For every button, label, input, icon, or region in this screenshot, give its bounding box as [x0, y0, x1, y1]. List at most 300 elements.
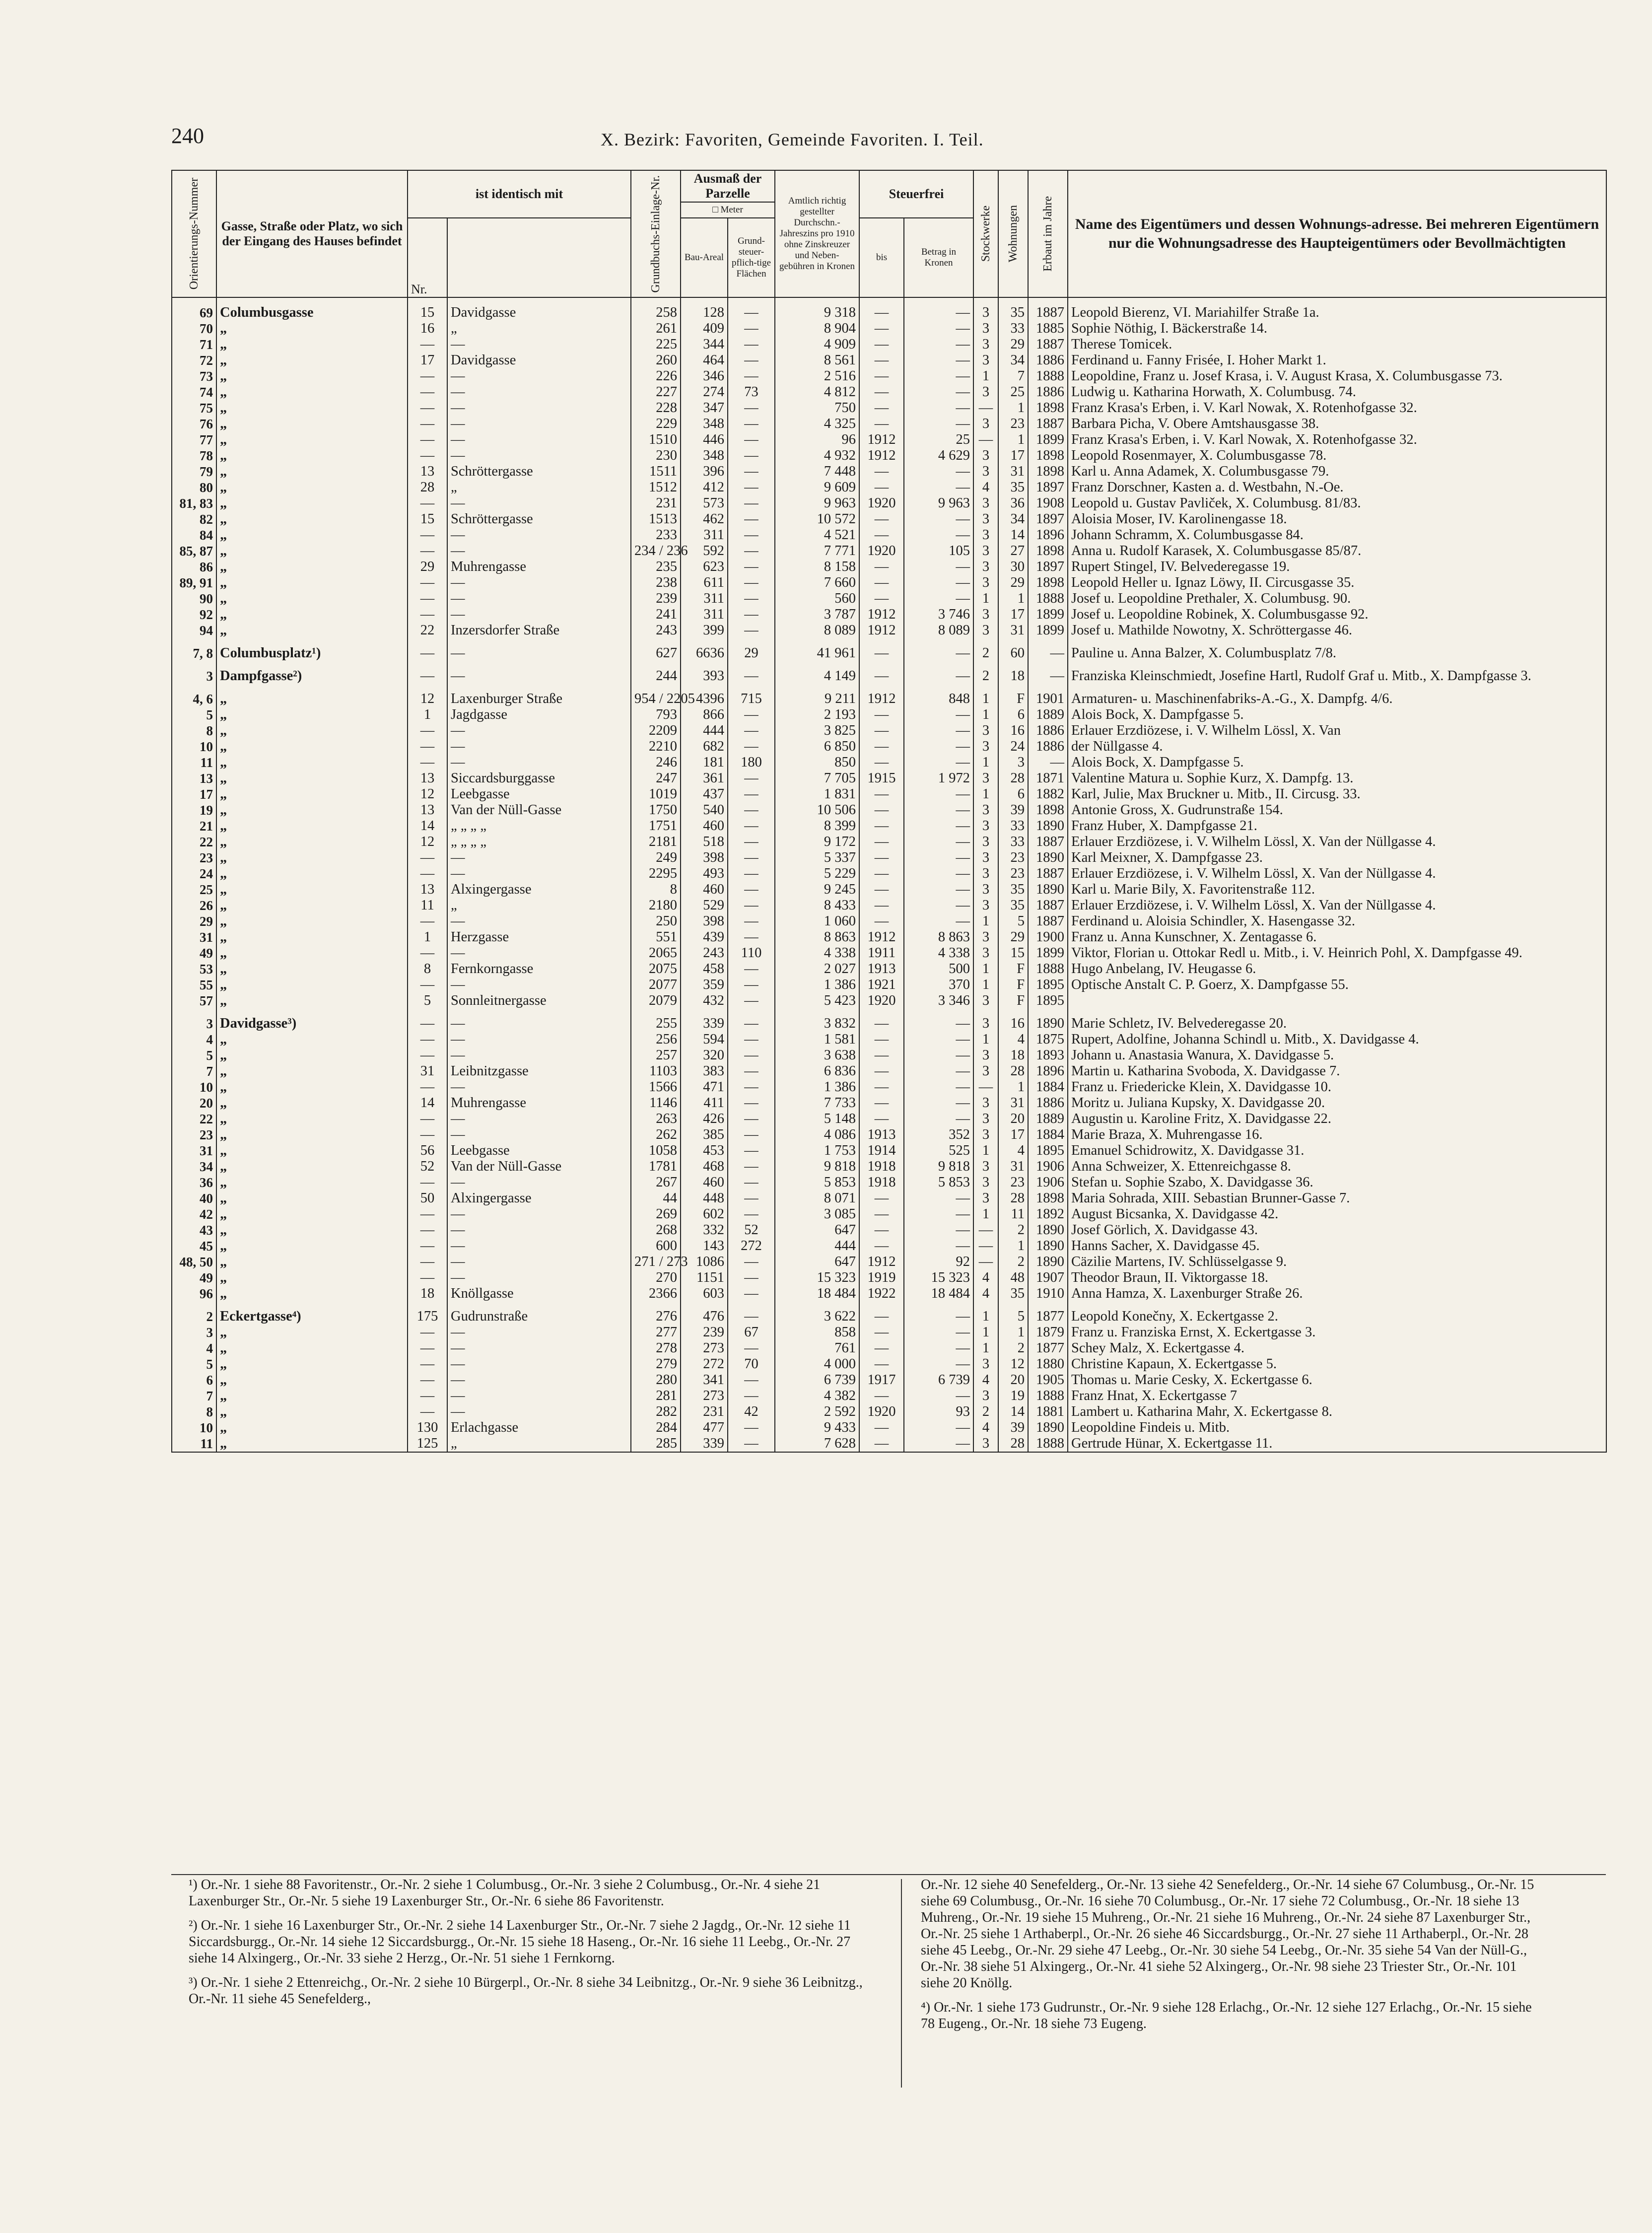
cell-erbaut: 1881: [1028, 1404, 1068, 1420]
table-row: [172, 448, 1606, 464]
cell-zins: 7 733: [775, 1095, 859, 1111]
cell-identical-nr: 15: [408, 511, 447, 527]
table-row: [172, 1206, 1606, 1222]
cell-bauareal: 471: [681, 1079, 728, 1095]
cell-grundsteuer: —: [728, 707, 775, 723]
cell-street: „: [216, 368, 408, 384]
table-row: [172, 1356, 1606, 1372]
cell-owner: Pauline u. Anna Balzer, X. Columbusplatz 7/8.: [1068, 638, 1606, 661]
cell-erbaut: 1892: [1028, 1206, 1068, 1222]
cell-stockwerke: 3: [973, 802, 998, 818]
cell-bis: —: [859, 337, 904, 352]
cell-erbaut: 1884: [1028, 1127, 1068, 1143]
cell-betrag: —: [904, 818, 973, 834]
cell-wohnungen: 35: [998, 1286, 1028, 1302]
cell-erbaut: 1888: [1028, 591, 1068, 607]
cell-identical: Inzersdorfer Straße: [447, 623, 631, 638]
cell-grundbuch: 1781: [631, 1159, 681, 1175]
cell-street: „: [216, 384, 408, 400]
cell-zins: 5 853: [775, 1175, 859, 1190]
cell-street: „: [216, 1270, 408, 1286]
cell-stockwerke: 3: [973, 1159, 998, 1175]
cell-grundsteuer: —: [728, 834, 775, 850]
col-identical-nr: Nr.: [408, 218, 447, 297]
cell-grundbuch: 1511: [631, 464, 681, 480]
cell-grundbuch: 2079: [631, 993, 681, 1009]
cell-street: „: [216, 929, 408, 945]
cell-zins: 4 521: [775, 527, 859, 543]
cell-zins: 3 825: [775, 723, 859, 739]
table-row: [172, 480, 1606, 495]
cell-bauareal: 464: [681, 352, 728, 368]
cell-street: „: [216, 786, 408, 802]
cell-owner: Marie Braza, X. Muhrengasse 16.: [1068, 1127, 1606, 1143]
cell-bis: 1912: [859, 929, 904, 945]
cell-grundbuch: 2210: [631, 739, 681, 755]
cell-identical: —: [447, 1009, 631, 1032]
cell-grundbuch: 2075: [631, 961, 681, 977]
cell-zins: 9 172: [775, 834, 859, 850]
cell-bis: 1912: [859, 432, 904, 448]
cell-grundsteuer: —: [728, 961, 775, 977]
cell-grundbuch: 2181: [631, 834, 681, 850]
cell-erbaut: 1886: [1028, 384, 1068, 400]
cell-identical: —: [447, 400, 631, 416]
cell-erbaut: 1898: [1028, 448, 1068, 464]
cell-street: „: [216, 961, 408, 977]
cell-or-nr: 76: [172, 416, 216, 432]
cell-street: „: [216, 1175, 408, 1190]
footnotes-left: [189, 1877, 879, 2015]
cell-bauareal: 477: [681, 1420, 728, 1436]
cell-bis: 1920: [859, 993, 904, 1009]
cell-identical-nr: 12: [408, 786, 447, 802]
cell-zins: 4 000: [775, 1356, 859, 1372]
cell-wohnungen: 6: [998, 707, 1028, 723]
cell-betrag: —: [904, 1340, 973, 1356]
cell-bauareal: 444: [681, 723, 728, 739]
cell-stockwerke: 3: [973, 623, 998, 638]
cell-identical: —: [447, 913, 631, 929]
table-row: [172, 368, 1606, 384]
cell-street: „: [216, 464, 408, 480]
cell-or-nr: 10: [172, 739, 216, 755]
cell-identical-nr: 31: [408, 1063, 447, 1079]
cell-wohnungen: 14: [998, 1404, 1028, 1420]
cell-identical-nr: —: [408, 1254, 447, 1270]
table-row: [172, 1047, 1606, 1063]
table-row: [172, 432, 1606, 448]
cell-bauareal: 398: [681, 850, 728, 866]
cell-stockwerke: 1: [973, 1325, 998, 1340]
cell-erbaut: 1898: [1028, 575, 1068, 591]
cell-street: „: [216, 1286, 408, 1302]
cell-zins: 8 561: [775, 352, 859, 368]
cell-wohnungen: 16: [998, 1009, 1028, 1032]
cell-grundbuch: 256: [631, 1032, 681, 1047]
table-row: [172, 818, 1606, 834]
cell-stockwerke: 3: [973, 464, 998, 480]
cell-grundbuch: 954 / 2205: [631, 684, 681, 707]
cell-identical-nr: —: [408, 723, 447, 739]
cell-identical-nr: —: [408, 543, 447, 559]
cell-or-nr: 2: [172, 1302, 216, 1325]
cell-street: „: [216, 543, 408, 559]
cell-street: Eckertgasse⁴): [216, 1302, 408, 1325]
cell-or-nr: 45: [172, 1238, 216, 1254]
cell-street: „: [216, 321, 408, 337]
cell-grundbuch: 2065: [631, 945, 681, 961]
cell-grundbuch: 228: [631, 400, 681, 416]
cell-identical-nr: 29: [408, 559, 447, 575]
cell-stockwerke: 3: [973, 1009, 998, 1032]
cell-identical: —: [447, 337, 631, 352]
cell-wohnungen: F: [998, 977, 1028, 993]
cell-zins: 18 484: [775, 1286, 859, 1302]
cell-owner: Gertrude Hünar, X. Eckertgasse 11.: [1068, 1436, 1606, 1452]
cell-betrag: 9 818: [904, 1159, 973, 1175]
cell-grundsteuer: —: [728, 543, 775, 559]
cell-grundsteuer: —: [728, 786, 775, 802]
cell-grundbuch: 257: [631, 1047, 681, 1063]
cell-street: „: [216, 1063, 408, 1079]
cell-stockwerke: 3: [973, 1190, 998, 1206]
cell-stockwerke: 3: [973, 1063, 998, 1079]
cell-zins: 560: [775, 591, 859, 607]
table-row: [172, 993, 1606, 1009]
cell-wohnungen: 28: [998, 1190, 1028, 1206]
cell-identical: Sonnleitnergasse: [447, 993, 631, 1009]
cell-erbaut: 1901: [1028, 684, 1068, 707]
cell-identical: Leibnitzgasse: [447, 1063, 631, 1079]
table-row: [172, 495, 1606, 511]
cell-identical: —: [447, 850, 631, 866]
cell-grundbuch: 2366: [631, 1286, 681, 1302]
cell-bis: —: [859, 1340, 904, 1356]
cell-bis: —: [859, 1079, 904, 1095]
cell-stockwerke: 1: [973, 1340, 998, 1356]
cell-zins: 8 863: [775, 929, 859, 945]
cell-wohnungen: 17: [998, 607, 1028, 623]
cell-zins: 4 812: [775, 384, 859, 400]
cell-betrag: —: [904, 1222, 973, 1238]
cell-street: „: [216, 1222, 408, 1238]
table-row: [172, 1286, 1606, 1302]
cell-bis: —: [859, 882, 904, 898]
cell-stockwerke: 3: [973, 559, 998, 575]
cell-bauareal: 348: [681, 448, 728, 464]
cell-bauareal: 453: [681, 1143, 728, 1159]
cell-or-nr: 53: [172, 961, 216, 977]
cell-or-nr: 26: [172, 898, 216, 913]
cell-bauareal: 446: [681, 432, 728, 448]
cell-stockwerke: 1: [973, 1032, 998, 1047]
cell-wohnungen: 5: [998, 1302, 1028, 1325]
cell-betrag: 352: [904, 1127, 973, 1143]
cell-owner: Franz Hnat, X. Eckertgasse 7: [1068, 1388, 1606, 1404]
table-row: [172, 739, 1606, 755]
col-grundbuch: Grundbuchs-Einlage-Nr.: [631, 170, 681, 297]
cell-or-nr: 22: [172, 834, 216, 850]
cell-street: „: [216, 1388, 408, 1404]
cell-grundsteuer: —: [728, 1436, 775, 1452]
cell-grundsteuer: 42: [728, 1404, 775, 1420]
cell-identical: —: [447, 945, 631, 961]
cell-wohnungen: F: [998, 961, 1028, 977]
cell-betrag: —: [904, 527, 973, 543]
table-row: [172, 661, 1606, 684]
cell-or-nr: 13: [172, 770, 216, 786]
cell-wohnungen: 29: [998, 575, 1028, 591]
cell-or-nr: 72: [172, 352, 216, 368]
cell-bis: 1921: [859, 977, 904, 993]
cell-owner: Karl, Julie, Max Bruckner u. Mitb., II. Circusg. 33.: [1068, 786, 1606, 802]
cell-bis: —: [859, 818, 904, 834]
cell-grundsteuer: —: [728, 882, 775, 898]
cell-owner: Leopoldine, Franz u. Josef Krasa, i. V. August Krasa, X. Columbusgasse 73.: [1068, 368, 1606, 384]
cell-betrag: —: [904, 511, 973, 527]
cell-grundbuch: 551: [631, 929, 681, 945]
cell-street: „: [216, 882, 408, 898]
cell-bauareal: 603: [681, 1286, 728, 1302]
cell-bauareal: 529: [681, 898, 728, 913]
cell-bis: —: [859, 321, 904, 337]
cell-wohnungen: 17: [998, 448, 1028, 464]
cell-erbaut: 1890: [1028, 882, 1068, 898]
cell-street: „: [216, 1190, 408, 1206]
cell-street: „: [216, 1032, 408, 1047]
cell-erbaut: 1887: [1028, 866, 1068, 882]
cell-erbaut: 1897: [1028, 559, 1068, 575]
cell-betrag: —: [904, 1420, 973, 1436]
cell-owner: der Nüllgasse 4.: [1068, 739, 1606, 755]
cell-grundbuch: 241: [631, 607, 681, 623]
cell-identical-nr: —: [408, 913, 447, 929]
cell-zins: 1 831: [775, 786, 859, 802]
cell-owner: Cäzilie Martens, IV. Schlüsselgasse 9.: [1068, 1254, 1606, 1270]
cell-grundsteuer: 29: [728, 638, 775, 661]
cell-identical-nr: —: [408, 1325, 447, 1340]
cell-identical: Muhrengasse: [447, 1095, 631, 1111]
cell-bis: —: [859, 464, 904, 480]
cell-identical: —: [447, 1175, 631, 1190]
cell-owner: Josef u. Mathilde Nowotny, X. Schröttergasse 46.: [1068, 623, 1606, 638]
table-row: [172, 1079, 1606, 1095]
cell-or-nr: 23: [172, 1127, 216, 1143]
cell-betrag: —: [904, 1032, 973, 1047]
cell-betrag: —: [904, 661, 973, 684]
cell-grundbuch: 1510: [631, 432, 681, 448]
cell-bis: —: [859, 480, 904, 495]
cell-erbaut: 1908: [1028, 495, 1068, 511]
cell-street: „: [216, 511, 408, 527]
cell-grundsteuer: —: [728, 575, 775, 591]
cell-owner: Anna Hamza, X. Laxenburger Straße 26.: [1068, 1286, 1606, 1302]
cell-grundsteuer: —: [728, 432, 775, 448]
cell-bis: —: [859, 1420, 904, 1436]
cell-identical-nr: 175: [408, 1302, 447, 1325]
cell-wohnungen: 7: [998, 368, 1028, 384]
table-row: [172, 1420, 1606, 1436]
cell-zins: 750: [775, 400, 859, 416]
cell-grundbuch: 284: [631, 1420, 681, 1436]
cell-stockwerke: 4: [973, 1372, 998, 1388]
cell-betrag: —: [904, 337, 973, 352]
cell-erbaut: 1887: [1028, 898, 1068, 913]
cell-stockwerke: 3: [973, 929, 998, 945]
cell-grundsteuer: —: [728, 464, 775, 480]
cell-betrag: 6 739: [904, 1372, 973, 1388]
cell-identical: —: [447, 1079, 631, 1095]
cell-bauareal: 594: [681, 1032, 728, 1047]
cell-stockwerke: 3: [973, 850, 998, 866]
cell-identical-nr: —: [408, 1047, 447, 1063]
cell-bauareal: 347: [681, 400, 728, 416]
cell-erbaut: 1890: [1028, 818, 1068, 834]
cell-bauareal: 383: [681, 1063, 728, 1079]
cell-identical-nr: 56: [408, 1143, 447, 1159]
cell-bis: 1918: [859, 1175, 904, 1190]
cell-bis: —: [859, 1063, 904, 1079]
running-title: X. Bezirk: Favoriten, Gemeinde Favoriten. I. Teil.: [601, 130, 984, 149]
table-row: [172, 591, 1606, 607]
cell-or-nr: 48, 50: [172, 1254, 216, 1270]
table-row: [172, 707, 1606, 723]
cell-owner: Josef Görlich, X. Davidgasse 43.: [1068, 1222, 1606, 1238]
cell-erbaut: 1900: [1028, 929, 1068, 945]
cell-betrag: —: [904, 352, 973, 368]
table-row: [172, 1190, 1606, 1206]
cell-identical-nr: —: [408, 400, 447, 416]
cell-owner: Ludwig u. Katharina Horwath, X. Columbusg. 74.: [1068, 384, 1606, 400]
cell-owner: Valentine Matura u. Sophie Kurz, X. Dampfg. 13.: [1068, 770, 1606, 786]
cell-street: „: [216, 818, 408, 834]
cell-stockwerke: —: [973, 432, 998, 448]
cell-grundsteuer: —: [728, 297, 775, 321]
cell-grundbuch: 235: [631, 559, 681, 575]
cell-stockwerke: 1: [973, 1143, 998, 1159]
cell-wohnungen: 34: [998, 352, 1028, 368]
cell-or-nr: 81, 83: [172, 495, 216, 511]
cell-grundbuch: 279: [631, 1356, 681, 1372]
cell-identical-nr: 130: [408, 1420, 447, 1436]
cell-identical: Van der Nüll-Gasse: [447, 1159, 631, 1175]
cell-wohnungen: 5: [998, 913, 1028, 929]
cell-wohnungen: 29: [998, 929, 1028, 945]
cell-betrag: —: [904, 1009, 973, 1032]
cell-grundbuch: 234 / 236: [631, 543, 681, 559]
cell-identical-nr: —: [408, 368, 447, 384]
cell-wohnungen: 35: [998, 480, 1028, 495]
col-zins: Amtlich richtig gestellter Durchschn.-Jahreszins pro 1910 ohne Zinskreuzer und Neben-gebühren in Kronen: [775, 170, 859, 297]
cell-grundsteuer: —: [728, 511, 775, 527]
cell-or-nr: 94: [172, 623, 216, 638]
cell-grundbuch: 627: [631, 638, 681, 661]
cell-bauareal: 311: [681, 591, 728, 607]
cell-bauareal: 396: [681, 464, 728, 480]
cell-or-nr: 55: [172, 977, 216, 993]
table-row: [172, 1436, 1606, 1452]
table-row: [172, 1254, 1606, 1270]
cell-grundbuch: 258: [631, 297, 681, 321]
cell-owner: Karl u. Marie Bily, X. Favoritenstraße 112.: [1068, 882, 1606, 898]
cell-or-nr: 42: [172, 1206, 216, 1222]
cell-or-nr: 24: [172, 866, 216, 882]
cell-stockwerke: 1: [973, 707, 998, 723]
cell-erbaut: 1896: [1028, 527, 1068, 543]
cell-or-nr: 43: [172, 1222, 216, 1238]
cell-stockwerke: 3: [973, 607, 998, 623]
cell-identical-nr: —: [408, 1372, 447, 1388]
cell-street: „: [216, 495, 408, 511]
cell-bis: —: [859, 591, 904, 607]
cell-identical-nr: —: [408, 1238, 447, 1254]
cell-identical: —: [447, 432, 631, 448]
cell-street: „: [216, 802, 408, 818]
cell-stockwerke: 3: [973, 543, 998, 559]
cell-bauareal: 344: [681, 337, 728, 352]
cell-identical: „: [447, 480, 631, 495]
cell-betrag: —: [904, 480, 973, 495]
cell-betrag: —: [904, 591, 973, 607]
cell-grundsteuer: —: [728, 1340, 775, 1356]
cell-betrag: 848: [904, 684, 973, 707]
cell-bauareal: 361: [681, 770, 728, 786]
cell-grundsteuer: —: [728, 1032, 775, 1047]
cell-identical: —: [447, 977, 631, 993]
col-owner: Name des Eigentümers und dessen Wohnungs-adresse. Bei mehreren Eigentümern nur die Wohnungsadresse des Haupteigentümers oder Bevollmächtigten: [1068, 170, 1606, 297]
cell-betrag: —: [904, 1190, 973, 1206]
table-row: [172, 1063, 1606, 1079]
cell-betrag: —: [904, 1436, 973, 1452]
cell-zins: 8 433: [775, 898, 859, 913]
cell-street: „: [216, 1159, 408, 1175]
cell-stockwerke: 1: [973, 755, 998, 770]
cell-identical-nr: —: [408, 638, 447, 661]
cell-wohnungen: 28: [998, 1436, 1028, 1452]
cell-wohnungen: 39: [998, 1420, 1028, 1436]
col-stockwerke: Stockwerke: [973, 170, 998, 297]
cell-bis: 1919: [859, 1270, 904, 1286]
cell-erbaut: 1877: [1028, 1302, 1068, 1325]
cell-bauareal: 866: [681, 707, 728, 723]
cell-wohnungen: 3: [998, 755, 1028, 770]
cell-bis: 1912: [859, 607, 904, 623]
cell-wohnungen: 1: [998, 400, 1028, 416]
cell-betrag: 18 484: [904, 1286, 973, 1302]
cell-owner: Leopold u. Gustav Pavliček, X. Columbusg. 81/83.: [1068, 495, 1606, 511]
cell-stockwerke: 3: [973, 1388, 998, 1404]
cell-or-nr: 85, 87: [172, 543, 216, 559]
cell-bauareal: 231: [681, 1404, 728, 1420]
cell-wohnungen: 35: [998, 882, 1028, 898]
cell-identical-nr: 16: [408, 321, 447, 337]
cell-stockwerke: 3: [973, 495, 998, 511]
cell-identical-nr: —: [408, 1175, 447, 1190]
cell-zins: 9 433: [775, 1420, 859, 1436]
cell-grundbuch: 260: [631, 352, 681, 368]
cell-bauareal: 311: [681, 527, 728, 543]
cell-or-nr: 10: [172, 1079, 216, 1095]
cell-bauareal: 6636: [681, 638, 728, 661]
cell-identical-nr: —: [408, 945, 447, 961]
cell-erbaut: 1887: [1028, 416, 1068, 432]
cell-street: „: [216, 607, 408, 623]
cell-or-nr: 90: [172, 591, 216, 607]
cell-erbaut: 1899: [1028, 623, 1068, 638]
cell-grundbuch: 1751: [631, 818, 681, 834]
cell-owner: Ferdinand u. Aloisia Schindler, X. Hasengasse 32.: [1068, 913, 1606, 929]
